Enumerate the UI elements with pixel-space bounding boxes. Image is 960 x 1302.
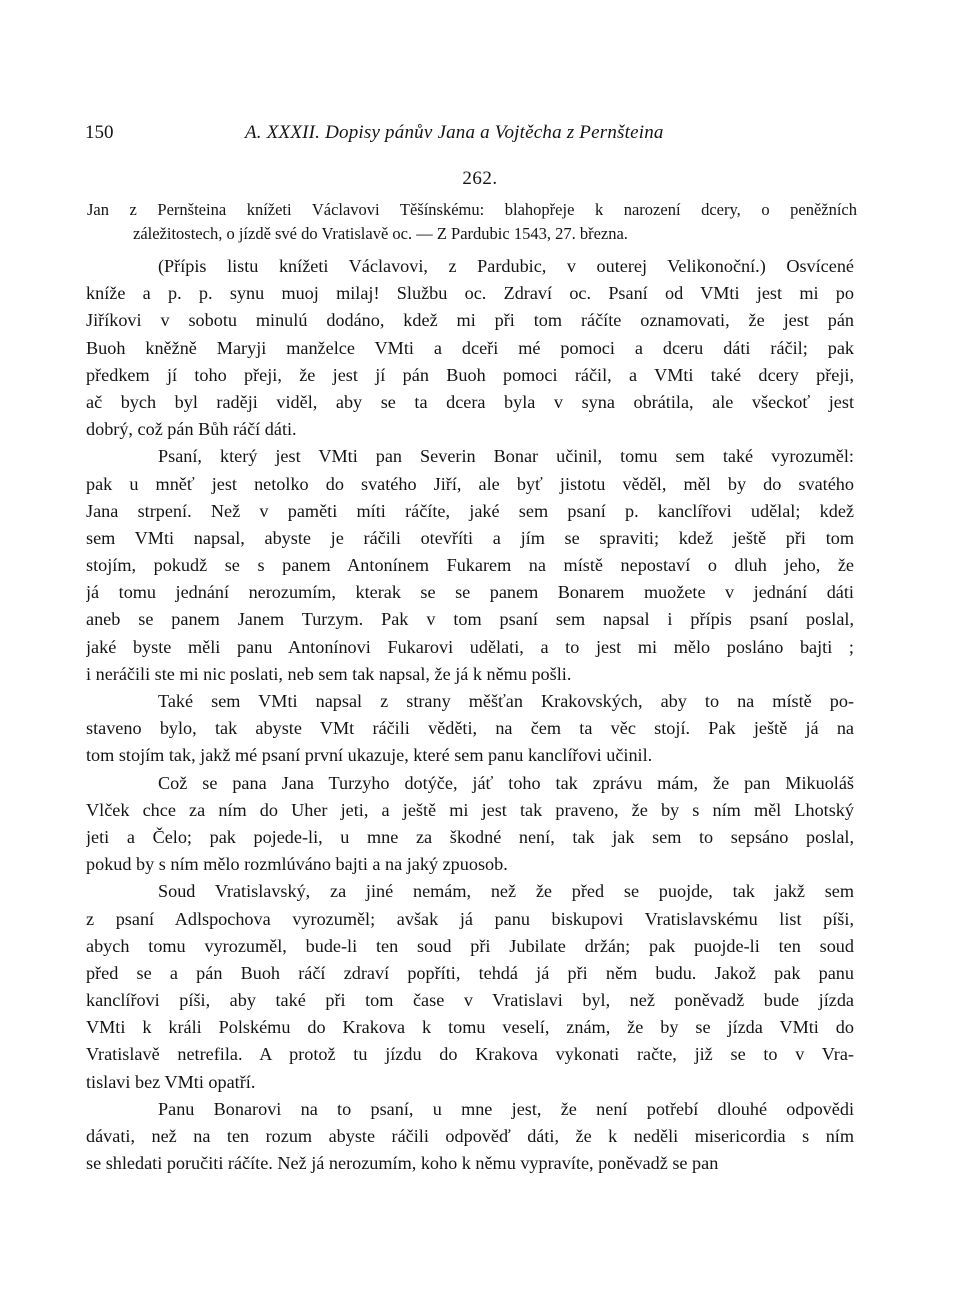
text-line: tislavi bez VMti opatří. <box>86 1071 256 1092</box>
page-number: 150 <box>85 122 114 143</box>
text-line: jeti a Čelo; pak pojede-li, u mne za škodné není, tak jak sem to sepsáno poslal, <box>86 826 854 847</box>
paragraph <box>86 443 854 688</box>
text-line: Soud Vratislavský, za jiné nemám, než že před se puojde, tak jakž sem <box>158 881 854 902</box>
text-line: tom stojím tak, jakž mé psaní první ukazuje, které sem panu kanclířovi učinil. <box>86 745 653 766</box>
paragraph <box>86 1096 854 1178</box>
text-line: pokud by s ním mělo rozmlúváno bajti a na jaký zpuosob. <box>86 854 508 875</box>
text-line: kanclířovi píši, aby také při tom čase v Vratislavi byl, než poněvadž bude jízda <box>86 990 854 1011</box>
text-line: abych tomu vyrozuměl, bude-li ten soud při Jubilate držán; pak puojde-li ten soud <box>86 935 854 956</box>
text-line: Psaní, který jest VMti pan Severin Bonar učinil, tomu sem také vyrozuměl: <box>158 446 854 467</box>
text-line: Buoh kněžně Maryji manželce VMti a dceři mé pomoci a dceru dáti ráčil; pak <box>86 337 854 358</box>
text-line: (Přípis listu knížeti Václavovi, z Pardubic, v outerej Velikonoční.) Osvícené <box>158 256 854 276</box>
text-line: Což se pana Jana Turzyho dotýče, jáť toho tak zprávu mám, že pan Mikuoláš <box>158 772 854 793</box>
text-line: ač bych byl raději viděl, aby se ta dcera byla v syna obrátila, ale všeckoť jest <box>86 391 854 412</box>
text-line: dávati, než na ten rozum abyste ráčili odpověď dáti, že k neděli misericordia s ním <box>86 1126 854 1146</box>
regest-line: Jan z Pernšteina knížeti Václavovi Těšínskému: blahopřeje k narození dcery, o peněžních <box>87 200 857 219</box>
text-line: z psaní Adlspochova vyrozuměl; avšak já panu biskupovi Vratislavskému list píši, <box>86 908 854 929</box>
text-line: sem VMti napsal, abyste je ráčili otevříti a jím se spraviti; kdež ještě při tom <box>86 527 854 548</box>
text-line: VMti k králi Polskému do Krakova k tomu veselí, znám, že by se jízda VMti do <box>86 1017 854 1038</box>
text-line: pak u mněť jest netolko do svatého Jiří, ale byť jistotu věděl, měl by do svatého <box>86 473 854 494</box>
regest-line: záležitostech, o jízdě své do Vratislavě oc. — Z Pardubic 1543, 27. března. <box>133 223 628 243</box>
text-line: dobrý, což pán Bůh ráčí dáti. <box>86 419 297 440</box>
text-line: předkem jí toho přeji, že jest jí pán Buoh pomoci ráčil, a VMti také dcery přeji, <box>86 364 854 385</box>
paragraph <box>86 770 854 879</box>
text-line: Vlček chce za ním do Uher jeti, a ještě mi jest tak praveno, že by s ním měl Lhotský <box>86 799 854 820</box>
text-line: stojím, pokudž se s panem Antonínem Fukarem na místě nepostaví o dluh jeho, že <box>86 555 854 576</box>
regest <box>87 198 857 245</box>
text-line: aneb se panem Janem Turzym. Pak v tom psaní sem napsal i přípis psaní poslal, <box>86 609 854 630</box>
text-line: kníže a p. p. synu muoj milaj! Službu oc. Zdraví oc. Psaní od VMti jest mi po <box>86 283 854 304</box>
text-line: Také sem VMti napsal z strany měšťan Krakovských, aby to na místě po- <box>158 691 854 711</box>
text-line: před se a pán Buoh ráčí zdraví popříti, tehdá já při něm budu. Jakož pak panu <box>86 962 854 983</box>
document-number: 262. <box>462 168 498 189</box>
paragraph <box>86 253 854 443</box>
text-line: se shledati poručiti ráčíte. Než já nerozumím, koho k němu vypravíte, poněvadž se pan <box>86 1153 719 1174</box>
text-line: Vratislavě netrefila. A protož tu jízdu do Krakova vykonati račte, již se to v Vra- <box>86 1044 854 1065</box>
letter-body <box>86 253 854 1177</box>
text-line: Panu Bonarovi na to psaní, u mne jest, že není potřebí dlouhé odpovědi <box>158 1098 854 1119</box>
running-header <box>85 118 875 148</box>
text-line: já tomu jednání nerozumím, kterak se se panem Bonarem muožete v jednání dáti <box>86 582 854 603</box>
paragraph <box>86 688 854 770</box>
text-line: i neráčili ste mi nic poslati, neb sem tak napsal, že já k němu pošli. <box>86 663 572 684</box>
running-title: A. XXXII. Dopisy pánův Jana a Vojtěcha z Pernšteina <box>245 122 664 143</box>
text-line: jaké byste měli panu Antonínovi Fukarovi udělati, a to jest mi mělo posláno bajti ; <box>86 636 854 657</box>
text-line: Jana strpení. Než v paměti míti ráčíte, jaké sem psaní p. kanclířovi udělal; kdež <box>86 500 854 521</box>
text-line: Jiříkovi v sobotu minulú dodáno, kdež mi při tom ráčíte oznamovati, že jest pán <box>86 310 854 331</box>
text-line: staveno bylo, tak abyste VMt ráčili věděti, na čem ta věc stojí. Pak ještě já na <box>86 718 854 739</box>
paragraph <box>86 878 854 1096</box>
